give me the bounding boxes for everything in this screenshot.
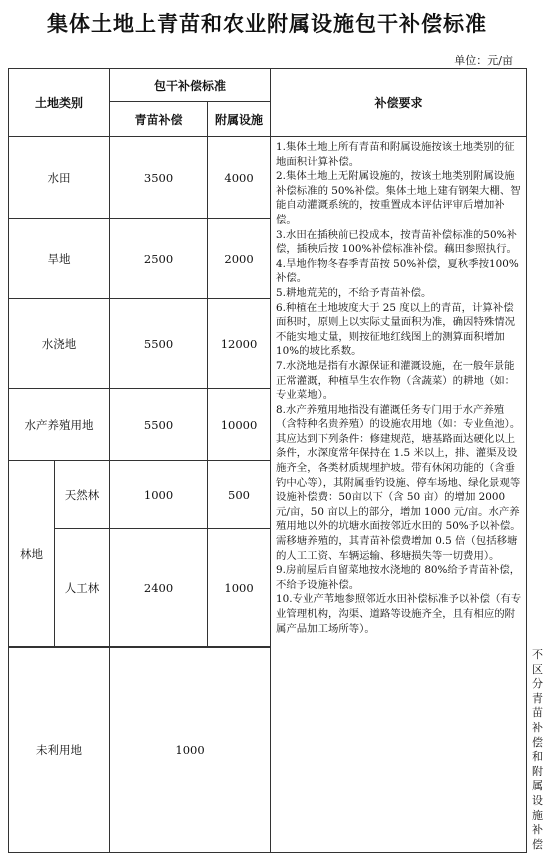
facility-value: 500 bbox=[208, 461, 271, 529]
header-facility: 附属设施 bbox=[208, 102, 271, 137]
land-type-cell: 水田 bbox=[9, 137, 110, 219]
land-subtype-cell: 人工林 bbox=[55, 529, 110, 647]
facility-value: 4000 bbox=[208, 137, 271, 219]
requirement-item: 8.水产养殖用地指没有灌溉任务专门用于水产养殖（含特种名贵养殖）的设施农用地（如：专业鱼池）。其应达到下列条件：修建规范，塘基路面达硬化以上条件，水深度常年保持在 1.5 米以上，排、灌渠及设施齐全，各类材质规埋护坡。带有休闲功能的（含垂钓中心等），其附属垂钓设施、停车场地、绿化景观等设施补偿费：50亩以下（含 50 亩）的增加 2000 元/亩，50 亩以上的部分，增加 1000 元/亩。水产养殖用地以外的坑塘水面按邻近水田的 50%予以补偿。需移塘养殖的，其青苗补偿费增加 0.5 倍（包括移塘的人工工资、车辆运输、移塘损失等一切费用）。 bbox=[276, 403, 521, 562]
unused-land-value: 1000 bbox=[110, 648, 271, 853]
facility-value: 1000 bbox=[208, 529, 271, 647]
crop-value: 5500 bbox=[110, 389, 208, 461]
unit-label: 单位：元/亩 bbox=[454, 54, 513, 67]
requirement-item: 4.旱地作物冬春季青苗按 50%补偿，夏秋季按100%补偿。 bbox=[276, 257, 519, 285]
facility-value: 12000 bbox=[208, 299, 271, 389]
header-requirements: 补偿要求 bbox=[271, 69, 527, 137]
requirement-item: 9.房前屋后自留菜地按水浇地的 80%给予青苗补偿，不给予设施补偿。 bbox=[276, 564, 521, 591]
compensation-table: 土地类别 包干补偿标准 补偿要求 青苗补偿 附属设施 水田 3500 4000 1.集体土地上所有青苗和附属设施按该土地类别的征地面积计算补偿。 2.集体土地上无附属设施的，按该土地类别附属设施补偿标准的 50%补偿。集体土地上建有钢架大棚、智能自动灌溉系统的，按重置成本评估评审后增加补偿。 3.水田在插秧前已投成本，按青苗补偿标准的50%补偿，插秧后按 100%补偿标准补偿。藕田参照执行。 4.旱地作物冬春季青苗按 50%补偿，夏秋季按100%补偿。 5.耕地荒芜的，不给予青苗补偿。 6.种植在土地坡度大于 25 度以上的青苗，计算补偿面积时，原则上以实际丈量面积为准，确因特殊情况不能实地丈量，则按征地红线图上的测算面积增加 10%的坡比系数。 7.水浇地是指有水源保证和灌溉设施，在一般年景能正常灌溉，种植旱生农作物（含蔬菜）的耕地（如：专业菜地）。 8.水产养殖用地指没有灌溉任务专门用于水产养殖（含特种名贵养殖）的设施农用地（如：专业鱼池）。其应达到下列条件：修建规范，塘基路面达硬化以上条件，水深度常年保持在 1.5 米以上，排、灌渠及设施齐全，各类材质规埋护坡。带有休闲功能的（含垂钓中心等），其附属垂钓设施、停车场地、绿化景观等设施补偿费：50亩以下（含 50 亩）的增加 2000 元/亩，50 亩以上的部分，增加 1000 元/亩。水产养殖用地以外的坑塘水面按邻近水田的 50%予以补偿。需移塘养殖的，其青苗补偿费增加 0.5 倍（包括移塘的人工工资、车辆运输、移塘损失等一切费用）。 9.房前屋后自留菜地按水浇地的 80%给予青苗补偿，不给予设施补偿。 10.专业产苇地参照邻近水田补偿标准予以补偿（有专业管理机构，沟渠、道路等设施齐全，且有相应的附属产品加工场所等）。 旱地 2500 2000 水浇地 5500 12000 水产养殖用地 5500 10000 林地 天然林 1000 500 人工林 2400 1000 未利用地 1000 不区分青苗补偿和附属设施补偿 bbox=[8, 68, 527, 853]
land-subtype-cell: 天然林 bbox=[55, 461, 110, 529]
crop-value: 5500 bbox=[110, 299, 208, 389]
land-type-cell: 旱地 bbox=[9, 219, 110, 299]
crop-value: 1000 bbox=[110, 461, 208, 529]
land-type-cell: 水浇地 bbox=[9, 299, 110, 389]
forest-label: 林地 bbox=[9, 461, 55, 647]
requirement-item: 7.水浇地是指有水源保证和灌溉设施，在一般年景能正常灌溉，种植旱生农作物（含蔬菜）的耕地（如：专业菜地）。 bbox=[276, 359, 516, 402]
requirement-item: 10.专业产苇地参照邻近水田补偿标准予以补偿（有专业管理机构，沟渠、道路等设施齐全，且有相应的附属产品加工场所等）。 bbox=[276, 593, 522, 635]
header-standard: 包干补偿标准 bbox=[110, 69, 271, 102]
facility-value: 2000 bbox=[208, 219, 271, 299]
page-title: 集体土地上青苗和农业附属设施包干补偿标准 bbox=[47, 12, 487, 36]
requirement-item: 5.耕地荒芜的，不给予青苗补偿。 bbox=[276, 286, 432, 299]
requirement-item: 1.集体土地上所有青苗和附属设施按该土地类别的征地面积计算补偿。 bbox=[276, 141, 515, 168]
requirement-item: 6.种植在土地坡度大于 25 度以上的青苗，计算补偿面积时，原则上以实际丈量面积为准，确因特殊情况不能实地丈量，则按征地红线图上的测算面积增加 10%的坡比系数。 bbox=[276, 301, 516, 358]
requirements-cell bbox=[271, 137, 527, 853]
crop-value: 2500 bbox=[110, 219, 208, 299]
land-type-cell: 水产养殖用地 bbox=[9, 389, 110, 461]
requirement-item: 2.集体土地上无附属设施的，按该土地类别附属设施补偿标准的 50%补偿。集体土地上建有钢架大棚、智能自动灌溉系统的，按重置成本评估评审后增加补偿。 bbox=[276, 170, 521, 226]
crop-value: 2400 bbox=[110, 529, 208, 647]
header-crop: 青苗补偿 bbox=[110, 102, 208, 137]
requirement-item: 3.水田在插秧前已投成本，按青苗补偿标准的50%补偿，插秧后按 100%补偿标准补偿。藕田参照执行。 bbox=[276, 228, 517, 256]
facility-value: 10000 bbox=[208, 389, 271, 461]
unused-land-label: 未利用地 bbox=[9, 648, 110, 853]
crop-value: 3500 bbox=[110, 137, 208, 219]
header-land-type: 土地类别 bbox=[9, 69, 110, 137]
